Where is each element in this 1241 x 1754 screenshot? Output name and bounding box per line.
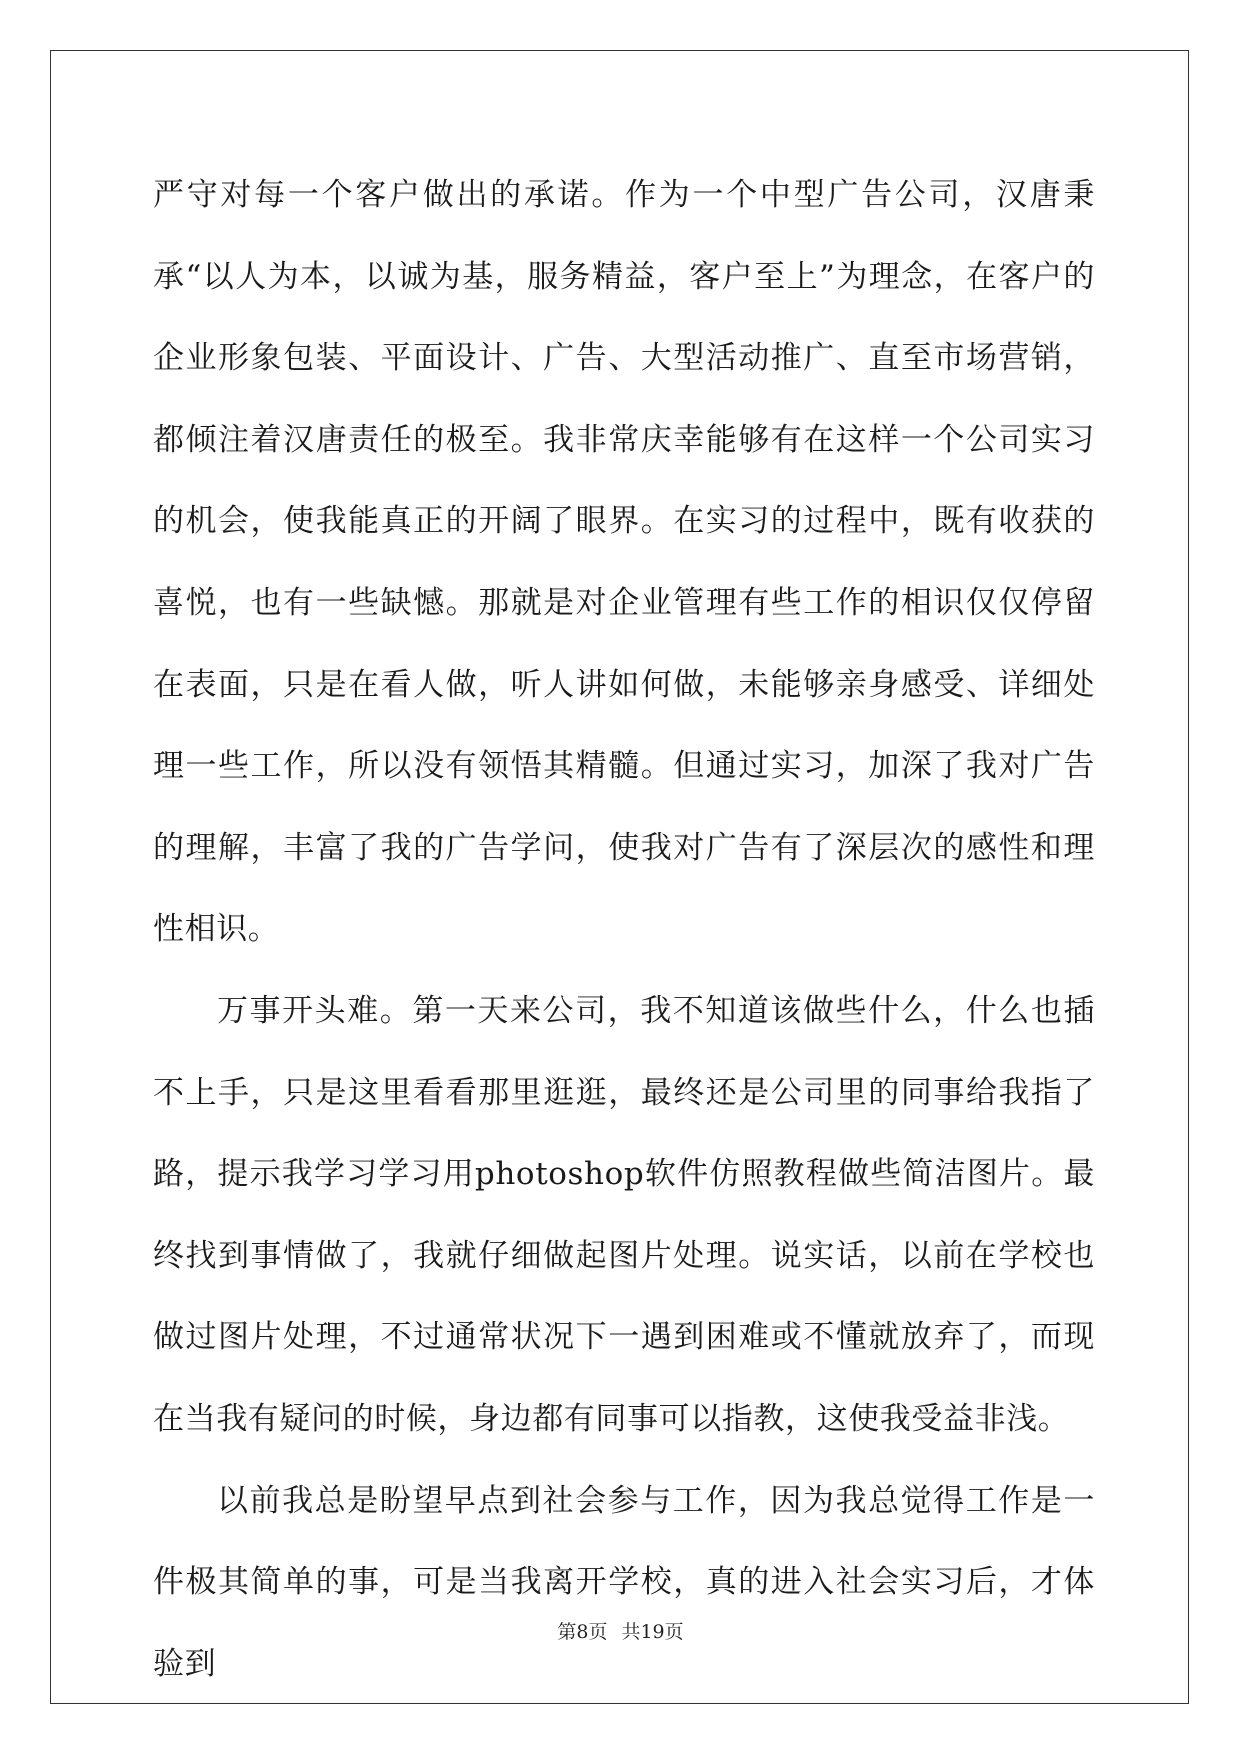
paragraph: 万事开头难。第一天来公司，我不知道该做些什么，什么也插不上手，只是这里看看那里逛逛，最终还是公司里的同事给我指了路，提示我学习学习用photoshop软件仿照教程做些简洁图片。最终找到事情做了，我就仔细做起图片处理。说实话，以前在学校也做过图片处理，不过通常状况下一遇到困难或不懂就放弃了，而现在当我有疑问的时候，身边都有同事可以指教，这使我受益非浅。	[153, 992, 1095, 1437]
paragraph: 严守对每一个客户做出的承诺。作为一个中型广告公司，汉唐秉承“以人为本，以诚为基，服务精益，客户至上”为理念，在客户的企业形象包装、平面设计、广告、大型活动推广、直至市场营销，都倾注着汉唐责任的极至。我非常庆幸能够有在这样一个公司实习的机会，使我能真正的开阔了眼界。在实习的过程中，既有收获的喜悦，也有一些缺憾。那就是对企业管理有些工作的相识仅仅停留在表面，只是在看人做，听人讲如何做，未能够亲身感受、详细处理一些工作，所以没有领悟其精髓。但通过实习，加深了我对广告的理解，丰富了我的广告学问，使我对广告有了深层次的感性和理性相识。	[153, 177, 1095, 948]
page-footer	[0, 1617, 1241, 1644]
page-number: 第8页	[557, 1621, 608, 1643]
document-body	[153, 155, 1095, 1705]
paragraph: 以前我总是盼望早点到社会参与工作，因为我总觉得工作是一件极其简单的事，可是当我离开学校，真的进入社会实习后，才体验到	[153, 1482, 1095, 1682]
page-total: 共19页	[621, 1621, 684, 1643]
